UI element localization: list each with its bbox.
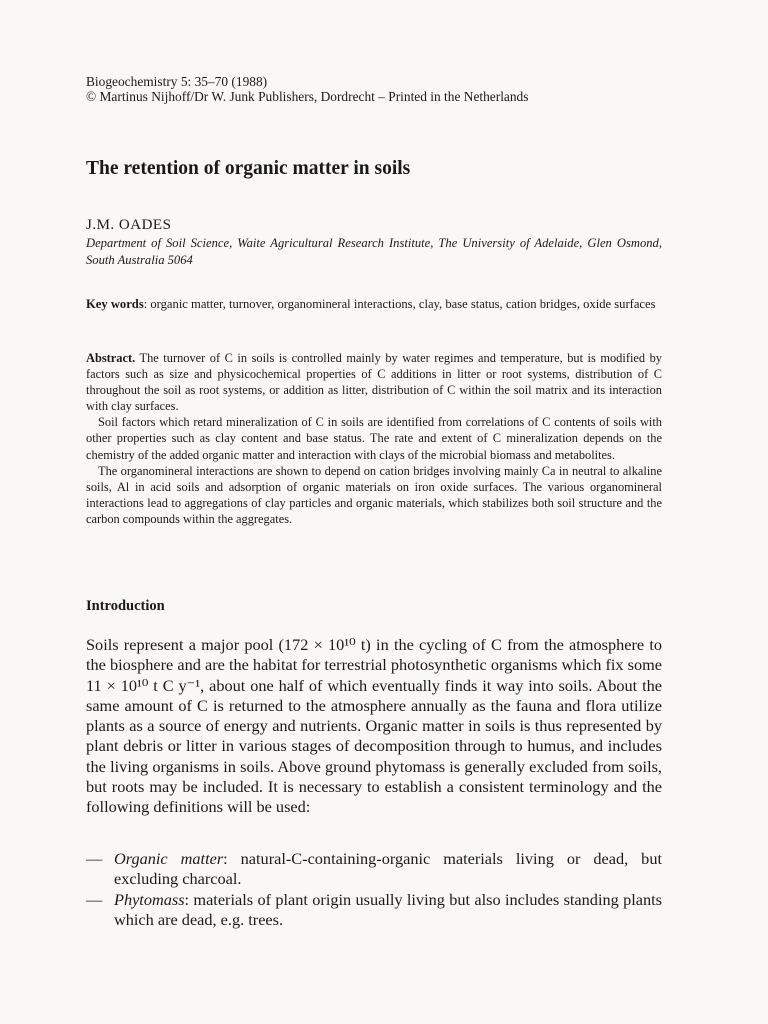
- abstract-label: Abstract.: [86, 351, 136, 365]
- definition-text: : materials of plant origin usually living but also includes standing plants which are dead, e.g. trees.: [114, 889, 662, 929]
- definition-term: Organic matter: [114, 849, 224, 868]
- journal-citation: Biogeochemistry 5: 35–70 (1988): [86, 74, 268, 89]
- journal-header: [86, 74, 662, 104]
- article-title: The retention of organic matter in soils: [86, 158, 411, 179]
- author-affiliation: Department of Soil Science, Waite Agricultural Research Institute, The University of Adelaide, Glen Osmond, South Australia 5064: [86, 236, 662, 267]
- definition-term: Phytomass: [114, 889, 185, 909]
- abstract-paragraph: The organomineral interactions are shown to depend on cation bridges involving mainly Ca in neutral to alkaline soils, Al in acid soils and adsorption of organic materials on iron oxide surfaces. The various organomineral interactions lead to aggregations of clay particles and organic materials, which stabilizes both soil structure and the carbon compounds within the aggregates.: [86, 463, 662, 526]
- list-dash: —: [86, 889, 103, 909]
- author-name: J.M. OADES: [86, 217, 172, 233]
- section-heading-introduction: Introduction: [86, 598, 165, 614]
- journal-copyright: © Martinus Nijhoff/Dr W. Junk Publishers, Dordrecht – Printed in the Netherlands: [86, 89, 529, 104]
- definition-item: [86, 849, 662, 890]
- article-page: [86, 74, 662, 929]
- keywords-text: : organic matter, turnover, organomineral interactions, clay, base status, cation bridges, oxide surfaces: [143, 297, 656, 311]
- definition-item: [86, 890, 662, 931]
- list-dash: —: [86, 849, 103, 868]
- definition-list: [86, 849, 662, 930]
- definition-text: : natural-C-containing-organic materials living or dead, but excluding charcoal.: [114, 849, 662, 889]
- abstract-paragraph: Soil factors which retard mineralization of C in soils are identified from correlations of C contents of soils with other properties such as clay content and base status. The rate and extent of C mineralization depends on the chemistry of the added organic matter and interaction with clays of the microbial biomass and metabolites.: [86, 415, 662, 462]
- keywords: [86, 296, 662, 313]
- abstract: [86, 350, 662, 527]
- keywords-label: Key words: [86, 297, 144, 311]
- abstract-paragraph: Abstract. The turnover of C in soils is controlled mainly by water regimes and temperature, but is modified by factors such as size and physicochemical properties of C additions in litter or root systems, distribution of C throughout the soil as root systems, or addition as litter, distribution of C within the soil matrix and its interaction with clay surfaces.: [86, 351, 662, 414]
- introduction-paragraph: Soils represent a major pool (172 × 10¹⁰ t) in the cycling of C from the atmosphere to the biosphere and are the habitat for terrestrial photosynthetic organisms which fix some 11 × 10¹⁰ t C y⁻¹, about one half of which eventually finds it way into soils. About the same amount of C is returned to the atmosphere annually as the fauna and flora utilize plants as a source of energy and nutrients. Organic matter in soils is thus represented by plant debris or litter in various stages of decomposition through to humus, and includes the living organisms in soils. Above ground phytomass is generally excluded from soils, but roots may be included. It is necessary to establish a consistent terminology and the following definitions will be used:: [86, 635, 662, 817]
